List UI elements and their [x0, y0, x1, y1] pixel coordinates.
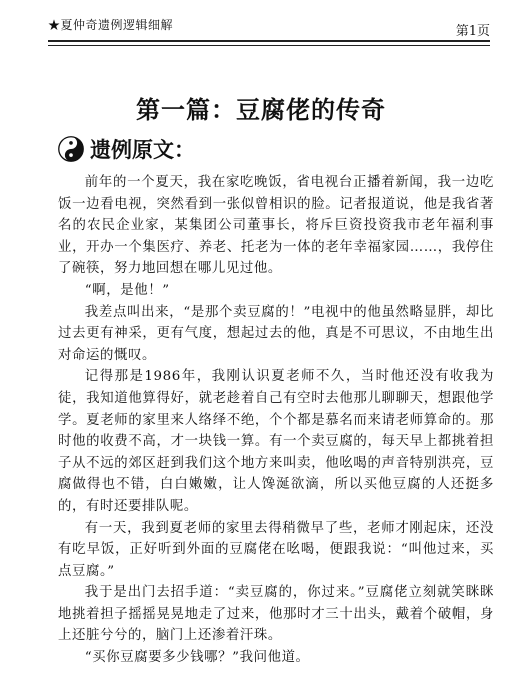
chapter-title: 第一篇：豆腐佬的传奇 — [136, 96, 386, 124]
paragraph: 我差点叫出来，“是那个卖豆腐的！”电视中的他虽然略显胖，却比过去更有神采，更有气度，想起过去的他，真是不可思议，不由地生出对命运的慨叹。 — [58, 304, 494, 363]
paragraph: 有一天，我到夏老师的家里去得稍微早了些，老师才刚起床，还没有吃早饭，正好听到外面的豆腐佬在吆喝，便跟我说：“叫他过来，买点豆腐。” — [58, 520, 494, 579]
section-title: 遗例原文： — [90, 138, 195, 162]
paragraph: 前年的一个夏天，我在家吃晚饭，省电视台正播着新闻，我一边吃饭一边看电视，突然看到一张似曾相识的脸。记者报道说，他是我省著名的农民企业家，某集团公司董事长，将斥巨资投资我市老年福利事业，开办一个集医疗、养老、托老为一体的老年幸福家园……，我停住了碗筷，努力地回想在哪儿见过他。 — [58, 175, 494, 277]
paragraph: 记得那是1986年，我刚认识夏老师不久，当时他还没有收我为徒，我知道他算得好，就老趁着自己有空时去他那儿聊聊天，想跟他学学。夏老师的家里来人络绎不绝，个个都是慕名而来请老师算命的。那时他的收费不高，才一块钱一算。有一个卖豆腐的，每天早上都挑着担子从不远的郊区赶到我们这个地方来叫卖，他吆喝的声音特别洪亮，豆腐做得也不错，白白嫩嫩，让人馋涎欲滴，所以买他豆腐的人还挺多的，有时还要排队呢。 — [58, 369, 494, 514]
paragraph: “买你豆腐要多少钱哪？”我问他道。 — [84, 650, 310, 666]
paragraph: 我于是出门去招手道：“卖豆腐的，你过来。”豆腐佬立刻就笑眯眯地挑着担子摇摇晃晃地走了过来，他那时才三十出头，戴着个破帽，身上还脏兮兮的，脑门上还渗着汗珠。 — [58, 585, 494, 644]
header-rule — [48, 45, 490, 46]
body-text — [58, 172, 494, 669]
page-header — [48, 10, 490, 42]
yin-yang-icon — [58, 136, 84, 162]
book-title: ★夏仲奇遗例逻辑细解 — [48, 18, 174, 32]
page-number: 第1页 — [455, 24, 490, 39]
section-heading — [58, 132, 195, 166]
paragraph: “啊，是他！” — [84, 282, 170, 298]
